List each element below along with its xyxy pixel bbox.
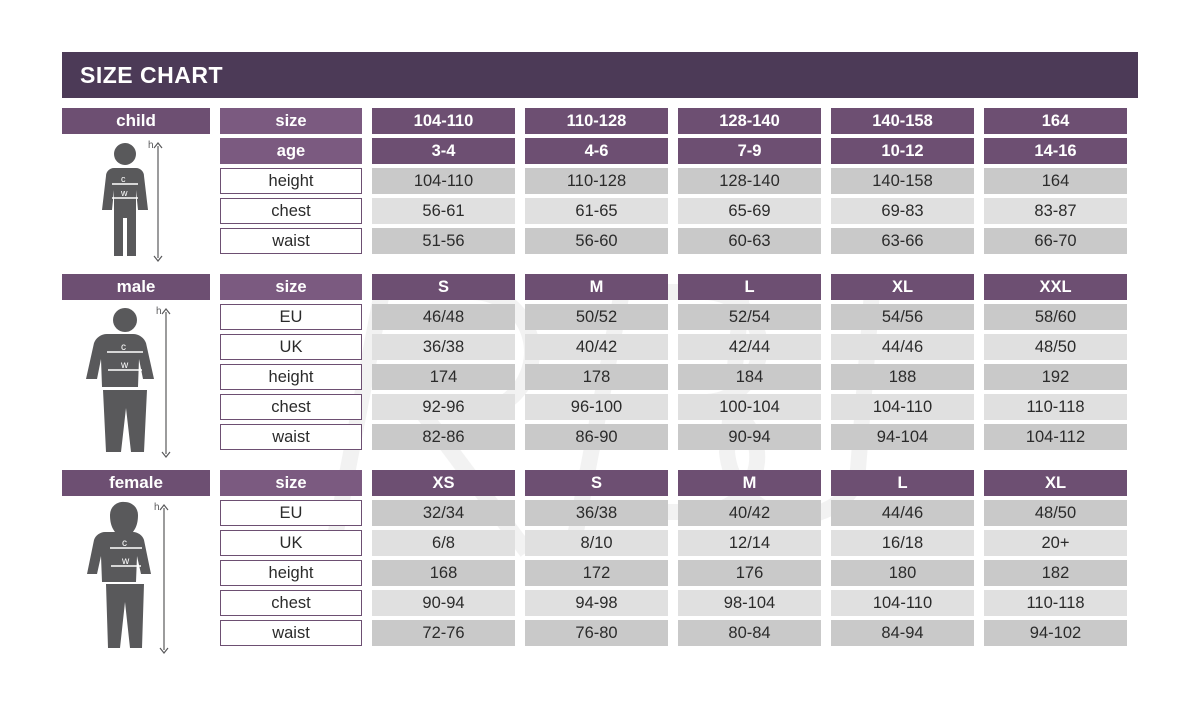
page-title: SIZE CHART <box>80 61 223 88</box>
size-header-cell: L <box>831 470 974 496</box>
row-header-label: UK <box>220 334 362 360</box>
size-header-cell: M <box>525 274 668 300</box>
data-cell: 104-110 <box>831 394 974 420</box>
data-cell: 60-63 <box>678 228 821 254</box>
row-header-label: height <box>220 364 362 390</box>
data-cell: 83-87 <box>984 198 1127 224</box>
size-header-cell: XS <box>372 470 515 496</box>
figure-height-label: h <box>156 306 162 317</box>
figure-height-label: h <box>148 140 154 151</box>
figure-height-label: h <box>154 502 160 513</box>
size-header-cell: M <box>678 470 821 496</box>
data-cell: 86-90 <box>525 424 668 450</box>
data-cell: 46/48 <box>372 304 515 330</box>
size-header-cell: L <box>678 274 821 300</box>
table-row <box>220 530 1138 556</box>
data-cell: 65-69 <box>678 198 821 224</box>
data-cell: 76-80 <box>525 620 668 646</box>
data-cell: 140-158 <box>831 168 974 194</box>
table-row <box>220 138 1138 164</box>
data-cell: 50/52 <box>525 304 668 330</box>
data-cell: 58/60 <box>984 304 1127 330</box>
data-cell: 94-102 <box>984 620 1127 646</box>
row-header-label: EU <box>220 500 362 526</box>
child-figure <box>62 138 210 266</box>
data-cell: 168 <box>372 560 515 586</box>
table-row <box>220 424 1138 450</box>
data-cell: 66-70 <box>984 228 1127 254</box>
data-cell: 128-140 <box>678 168 821 194</box>
size-header-cell: 104-110 <box>372 108 515 134</box>
table-row <box>220 304 1138 330</box>
data-cell: 172 <box>525 560 668 586</box>
data-cell: 80-84 <box>678 620 821 646</box>
data-cell: 72-76 <box>372 620 515 646</box>
data-cell: 180 <box>831 560 974 586</box>
data-cell: 110-118 <box>984 394 1127 420</box>
size-header-cell: S <box>525 470 668 496</box>
row-header-label: height <box>220 168 362 194</box>
table-row <box>220 198 1138 224</box>
data-cell: 56-61 <box>372 198 515 224</box>
age-header-cell: 3-4 <box>372 138 515 164</box>
table-row <box>220 620 1138 646</box>
data-cell: 16/18 <box>831 530 974 556</box>
data-cell: 184 <box>678 364 821 390</box>
row-header-label: age <box>220 138 362 164</box>
data-cell: 40/42 <box>678 500 821 526</box>
data-cell: 192 <box>984 364 1127 390</box>
data-cell: 63-66 <box>831 228 974 254</box>
row-header-label: chest <box>220 198 362 224</box>
data-cell: 100-104 <box>678 394 821 420</box>
data-cell: 12/14 <box>678 530 821 556</box>
data-cell: 96-100 <box>525 394 668 420</box>
age-header-cell: 4-6 <box>525 138 668 164</box>
size-header-cell: 164 <box>984 108 1127 134</box>
data-cell: 104-110 <box>372 168 515 194</box>
data-cell: 20+ <box>984 530 1127 556</box>
age-header-cell: 10-12 <box>831 138 974 164</box>
data-cell: 104-110 <box>831 590 974 616</box>
size-chart-grid <box>62 108 1138 658</box>
size-header-cell: S <box>372 274 515 300</box>
female-figure <box>62 500 210 658</box>
data-cell: 32/34 <box>372 500 515 526</box>
female-figure-block <box>62 500 210 658</box>
table-row <box>62 470 1138 496</box>
data-cell: 44/46 <box>831 334 974 360</box>
data-cell: 54/56 <box>831 304 974 330</box>
figure-chest-label: c <box>121 342 126 353</box>
data-cell: 56-60 <box>525 228 668 254</box>
row-header-label: waist <box>220 424 362 450</box>
data-cell: 69-83 <box>831 198 974 224</box>
table-row <box>220 364 1138 390</box>
female-rows <box>220 500 1138 650</box>
data-cell: 188 <box>831 364 974 390</box>
data-cell: 48/50 <box>984 334 1127 360</box>
age-header-cell: 7-9 <box>678 138 821 164</box>
data-cell: 178 <box>525 364 668 390</box>
table-row <box>220 168 1138 194</box>
data-cell: 182 <box>984 560 1127 586</box>
data-cell: 164 <box>984 168 1127 194</box>
figure-waist-label: w <box>122 556 130 567</box>
section-male <box>62 274 1138 462</box>
data-cell: 94-104 <box>831 424 974 450</box>
size-header-cell: XXL <box>984 274 1127 300</box>
data-cell: 36/38 <box>525 500 668 526</box>
row-header-label: chest <box>220 394 362 420</box>
data-cell: 6/8 <box>372 530 515 556</box>
data-cell: 174 <box>372 364 515 390</box>
data-cell: 40/42 <box>525 334 668 360</box>
row-header-label: size <box>220 470 362 496</box>
table-row <box>220 334 1138 360</box>
table-row <box>220 590 1138 616</box>
data-cell: 110-128 <box>525 168 668 194</box>
chart-title-bar <box>62 52 1138 98</box>
row-header-label: EU <box>220 304 362 330</box>
category-label-child: child <box>62 108 210 134</box>
data-cell: 110-118 <box>984 590 1127 616</box>
male-rows <box>220 304 1138 454</box>
data-cell: 90-94 <box>372 590 515 616</box>
data-cell: 176 <box>678 560 821 586</box>
age-header-cell: 14-16 <box>984 138 1127 164</box>
figure-chest-label: c <box>122 538 127 549</box>
data-cell: 8/10 <box>525 530 668 556</box>
category-label-male: male <box>62 274 210 300</box>
data-cell: 84-94 <box>831 620 974 646</box>
table-row <box>220 394 1138 420</box>
data-cell: 90-94 <box>678 424 821 450</box>
table-row <box>62 108 1138 134</box>
data-cell: 51-56 <box>372 228 515 254</box>
child-rows <box>220 138 1138 258</box>
data-cell: 94-98 <box>525 590 668 616</box>
row-header-label: UK <box>220 530 362 556</box>
data-cell: 92-96 <box>372 394 515 420</box>
size-chart-sheet <box>62 52 1138 662</box>
table-row <box>62 274 1138 300</box>
male-figure-block <box>62 304 210 462</box>
row-header-label: size <box>220 108 362 134</box>
table-row <box>220 500 1138 526</box>
category-label-female: female <box>62 470 210 496</box>
figure-chest-label: c <box>121 174 126 184</box>
data-cell: 48/50 <box>984 500 1127 526</box>
row-header-label: size <box>220 274 362 300</box>
row-header-label: waist <box>220 228 362 254</box>
data-cell: 98-104 <box>678 590 821 616</box>
size-header-cell: XL <box>831 274 974 300</box>
row-header-label: height <box>220 560 362 586</box>
figure-waist-label: w <box>121 360 129 371</box>
table-row <box>220 228 1138 254</box>
child-figure-block <box>62 138 210 266</box>
figure-waist-label: w <box>121 188 128 198</box>
section-child <box>62 108 1138 266</box>
data-cell: 104-112 <box>984 424 1127 450</box>
data-cell: 44/46 <box>831 500 974 526</box>
male-figure <box>62 304 210 462</box>
data-cell: 42/44 <box>678 334 821 360</box>
row-header-label: waist <box>220 620 362 646</box>
row-header-label: chest <box>220 590 362 616</box>
table-row <box>220 560 1138 586</box>
data-cell: 36/38 <box>372 334 515 360</box>
data-cell: 61-65 <box>525 198 668 224</box>
size-header-cell: 128-140 <box>678 108 821 134</box>
size-header-cell: 110-128 <box>525 108 668 134</box>
section-female <box>62 470 1138 658</box>
data-cell: 82-86 <box>372 424 515 450</box>
size-header-cell: 140-158 <box>831 108 974 134</box>
size-header-cell: XL <box>984 470 1127 496</box>
data-cell: 52/54 <box>678 304 821 330</box>
